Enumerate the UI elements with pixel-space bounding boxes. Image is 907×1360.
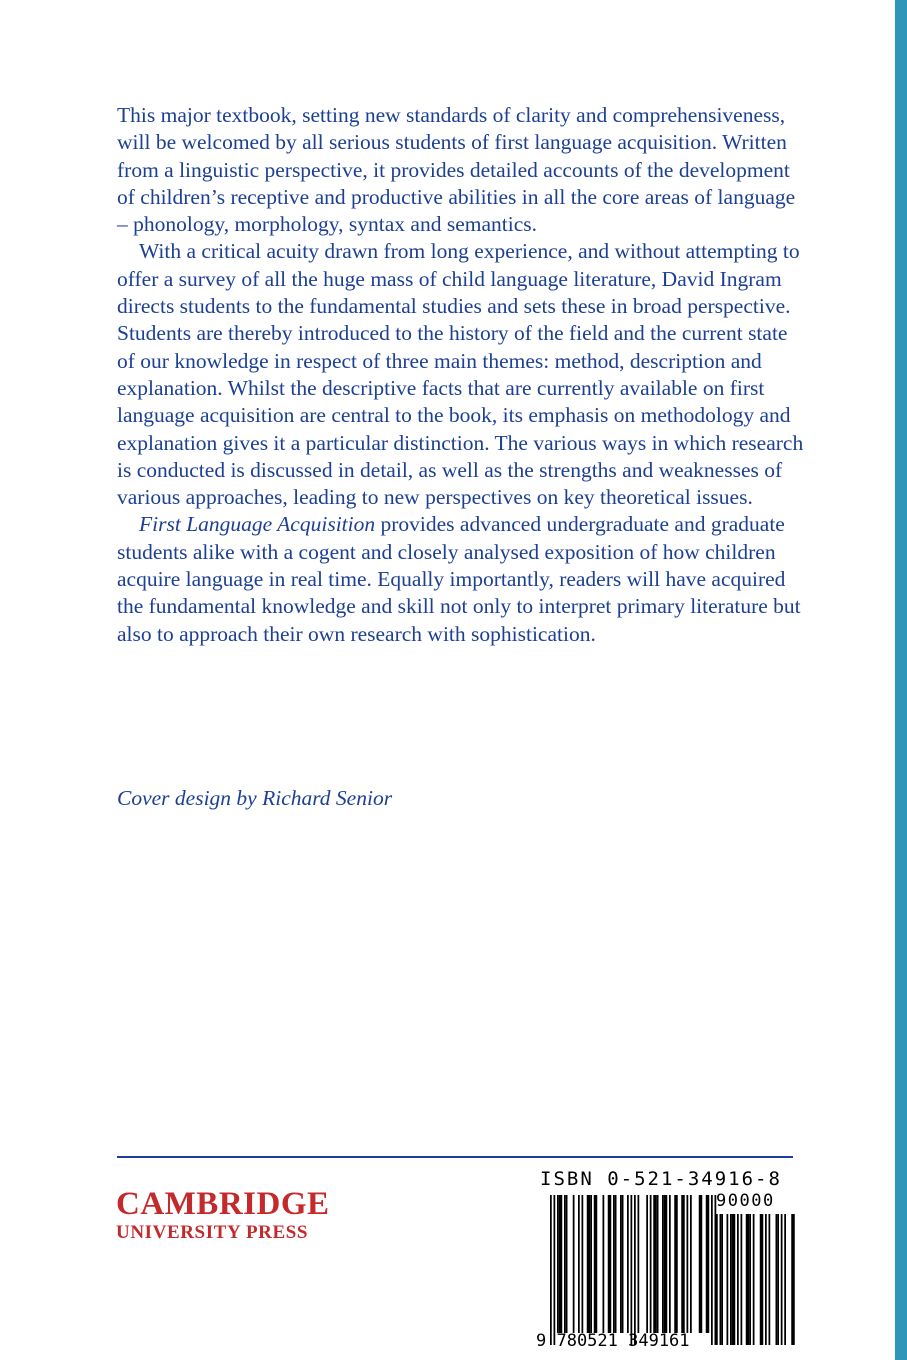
barcode-bar	[554, 1195, 556, 1345]
blurb-paragraph-3	[117, 511, 807, 647]
addon-bar	[721, 1214, 723, 1345]
isbn-label: ISBN 0-521-34916-8	[540, 1168, 782, 1190]
barcode-bar	[578, 1195, 580, 1333]
blurb-paragraph-3-text: provides advanced undergraduate and graduate students alike with a cogent and closely analysed exposition of how children acquire language in real time. Equally importantly, readers will have acquired the fundamental knowledge and skill not only to interpret primary literature but also to approach their own research with sophistication.	[117, 512, 801, 646]
spine-edge	[895, 0, 907, 1360]
barcode-bar	[638, 1195, 640, 1333]
price-addon-number: 90000	[716, 1191, 775, 1211]
barcode-bar	[681, 1195, 683, 1333]
barcode-bar	[566, 1195, 568, 1333]
barcode-bar	[676, 1195, 678, 1333]
barcode-bar	[620, 1195, 622, 1333]
addon-bar	[716, 1214, 718, 1345]
addon-bar	[753, 1214, 755, 1345]
barcode-bar	[657, 1195, 659, 1333]
barcode-bar	[706, 1195, 708, 1333]
addon-bar	[748, 1214, 750, 1345]
addon-bar	[737, 1214, 739, 1345]
barcode-bar	[699, 1195, 701, 1333]
blurb	[117, 102, 807, 648]
barcode	[536, 1168, 796, 1353]
barcode-bar	[603, 1195, 605, 1333]
blurb-paragraph-2: With a critical acuity drawn from long experience, and without attempting to offer a survey of all the huge mass of child language literature, David Ingram directs students to the fundamental studies and sets these in broad perspective. Students are thereby introduced to the history of the field and the current state of our knowledge in respect of three main themes: method, description and explanation. Whilst the descriptive facts that are currently available on first language acquisition are central to the book, its emphasis on methodology and explanation gives it a particular distinction. The various ways in which research is conducted is discussed in detail, as well as the strengths and weaknesses of various approaches, leading to new perspectives on key theoretical issues.	[117, 239, 804, 510]
barcode-bar	[590, 1195, 592, 1333]
barcode-bar	[596, 1195, 598, 1333]
addon-bar	[732, 1214, 734, 1345]
barcode-bar	[646, 1195, 648, 1333]
barcode-bar	[610, 1195, 612, 1333]
barcode-bar	[589, 1195, 591, 1333]
addon-bar	[749, 1214, 751, 1345]
addon-bar	[746, 1214, 748, 1345]
barcode-bar	[653, 1195, 655, 1333]
barcode-bar	[557, 1195, 559, 1333]
barcode-bar	[655, 1195, 657, 1333]
barcode-bar	[561, 1195, 563, 1333]
barcode-bar	[622, 1195, 624, 1333]
addon-bar	[765, 1214, 767, 1345]
barcode-bar	[708, 1195, 710, 1333]
addon-bar	[741, 1214, 743, 1345]
barcode-bar	[582, 1195, 584, 1333]
barcode-bars-icon	[536, 1168, 796, 1353]
barcode-bar	[608, 1195, 610, 1333]
addon-bar	[734, 1214, 736, 1345]
barcode-bar	[550, 1195, 552, 1345]
barcode-bar	[715, 1195, 717, 1345]
publisher-subtitle: UNIVERSITY PRESS	[116, 1222, 309, 1243]
barcode-bar	[674, 1195, 676, 1333]
barcode-bar	[662, 1195, 664, 1333]
cover-design-credit: Cover design by Richard Senior	[117, 786, 393, 810]
addon-bar	[793, 1214, 795, 1345]
barcode-bar	[650, 1195, 652, 1333]
addon-bar	[781, 1214, 783, 1345]
barcode-bar	[615, 1195, 617, 1333]
barcode-bar	[559, 1195, 561, 1333]
addon-bar	[776, 1214, 778, 1345]
barcode-bar	[664, 1195, 666, 1333]
barcode-bar	[594, 1195, 596, 1333]
barcode-bar	[613, 1195, 615, 1333]
publisher-name: CAMBRIDGE	[116, 1186, 330, 1222]
blurb-paragraph-1: This major textbook, setting new standards of clarity and comprehensiveness, will be welcomed by all serious students of first language acquisition. Written from a linguistic perspective, it provides detailed accounts of the development of children’s receptive and productive abilities in all the core areas of language – phonology, morphology, syntax and semantics.	[117, 103, 796, 237]
barcode-bar	[634, 1195, 636, 1345]
book-title: First Language Acquisition	[139, 512, 376, 537]
barcode-bar	[587, 1195, 589, 1333]
addon-bar	[730, 1214, 732, 1345]
publisher-logo	[116, 1186, 330, 1244]
ean-digits: 9 780521 349161	[536, 1331, 690, 1351]
addon-bar	[720, 1214, 722, 1345]
barcode-bar	[690, 1195, 692, 1333]
barcode-bar	[711, 1195, 713, 1345]
addon-bar	[784, 1214, 786, 1345]
divider	[117, 1156, 793, 1158]
addon-bar	[762, 1214, 764, 1345]
barcode-bar	[627, 1195, 629, 1333]
barcode-bar	[669, 1195, 671, 1333]
barcode-bar	[666, 1195, 668, 1333]
barcode-bar	[631, 1195, 633, 1345]
barcode-bar	[701, 1195, 703, 1333]
addon-bar	[727, 1214, 729, 1345]
addon-bar	[791, 1214, 793, 1345]
addon-bar	[777, 1214, 779, 1345]
addon-bar	[769, 1214, 771, 1345]
barcode-bar	[687, 1195, 689, 1333]
barcode-bar	[683, 1195, 685, 1333]
barcode-bar	[564, 1195, 566, 1333]
addon-bar	[760, 1214, 762, 1345]
barcode-bar	[573, 1195, 575, 1333]
